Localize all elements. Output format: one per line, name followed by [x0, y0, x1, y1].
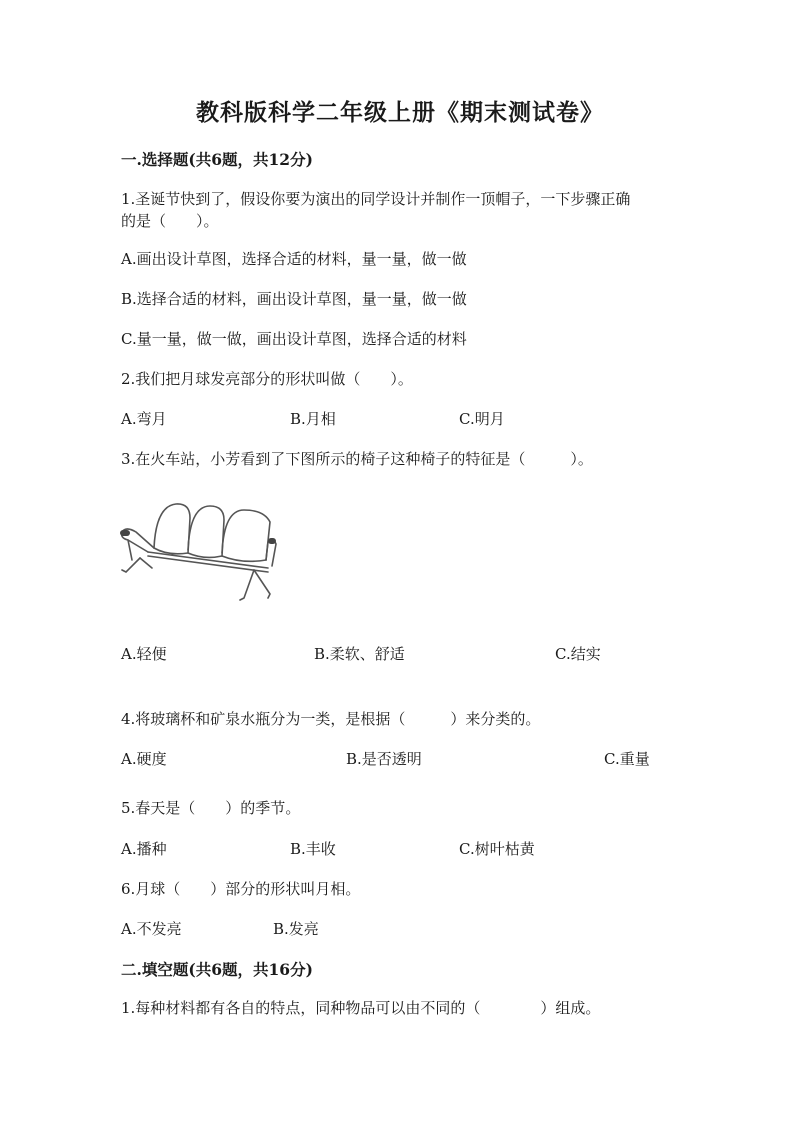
question-3-option-a: A.轻便 — [121, 645, 167, 663]
section-heading-choice: 一.选择题(共6题，共12分) — [121, 150, 313, 169]
question-5-option-c: C.树叶枯黄 — [459, 840, 535, 858]
question-5-option-a: A.播种 — [121, 840, 167, 858]
question-6-text: 6.月球（ ）部分的形状叫月相。 — [121, 880, 361, 898]
question-3-option-b: B.柔软、舒适 — [314, 645, 405, 663]
question-3-text: 3.在火车站，小芳看到了下图所示的椅子这种椅子的特征是（ ）。 — [121, 450, 593, 468]
question-2-option-b: B.月相 — [290, 410, 336, 428]
page-title: 教科版科学二年级上册《期末测试卷》 — [196, 99, 604, 126]
question-1-option-b: B.选择合适的材料，画出设计草图，量一量，做一做 — [121, 290, 467, 308]
waiting-chair-image — [118, 498, 288, 613]
fill-question-1-text: 1.每种材料都有各自的特点，同种物品可以由不同的（ ）组成。 — [121, 999, 601, 1017]
question-4-option-b: B.是否透明 — [346, 750, 422, 768]
question-1-line-2: 的是（ ）。 — [121, 212, 219, 230]
question-5-text: 5.春天是（ ）的季节。 — [121, 799, 301, 817]
question-4-text: 4.将玻璃杯和矿泉水瓶分为一类，是根据（ ）来分类的。 — [121, 710, 541, 728]
section-heading-fill-in: 二.填空题(共6题，共16分) — [121, 960, 313, 979]
question-1-option-c: C.量一量，做一做，画出设计草图，选择合适的材料 — [121, 330, 467, 348]
question-5-option-b: B.丰收 — [290, 840, 336, 858]
question-2-text: 2.我们把月球发亮部分的形状叫做（ ）。 — [121, 370, 413, 388]
question-1-line-1: 1.圣诞节快到了，假设你要为演出的同学设计并制作一顶帽子，一下步骤正确 — [121, 190, 631, 208]
question-2-option-c: C.明月 — [459, 410, 505, 428]
question-2-option-a: A.弯月 — [121, 410, 167, 428]
question-1-option-a: A.画出设计草图，选择合适的材料，量一量，做一做 — [121, 250, 467, 268]
question-6-option-b: B.发亮 — [273, 920, 319, 938]
question-6-option-a: A.不发亮 — [121, 920, 182, 938]
question-4-option-c: C.重量 — [604, 750, 650, 768]
question-3-option-c: C.结实 — [555, 645, 601, 663]
question-4-option-a: A.硬度 — [121, 750, 167, 768]
